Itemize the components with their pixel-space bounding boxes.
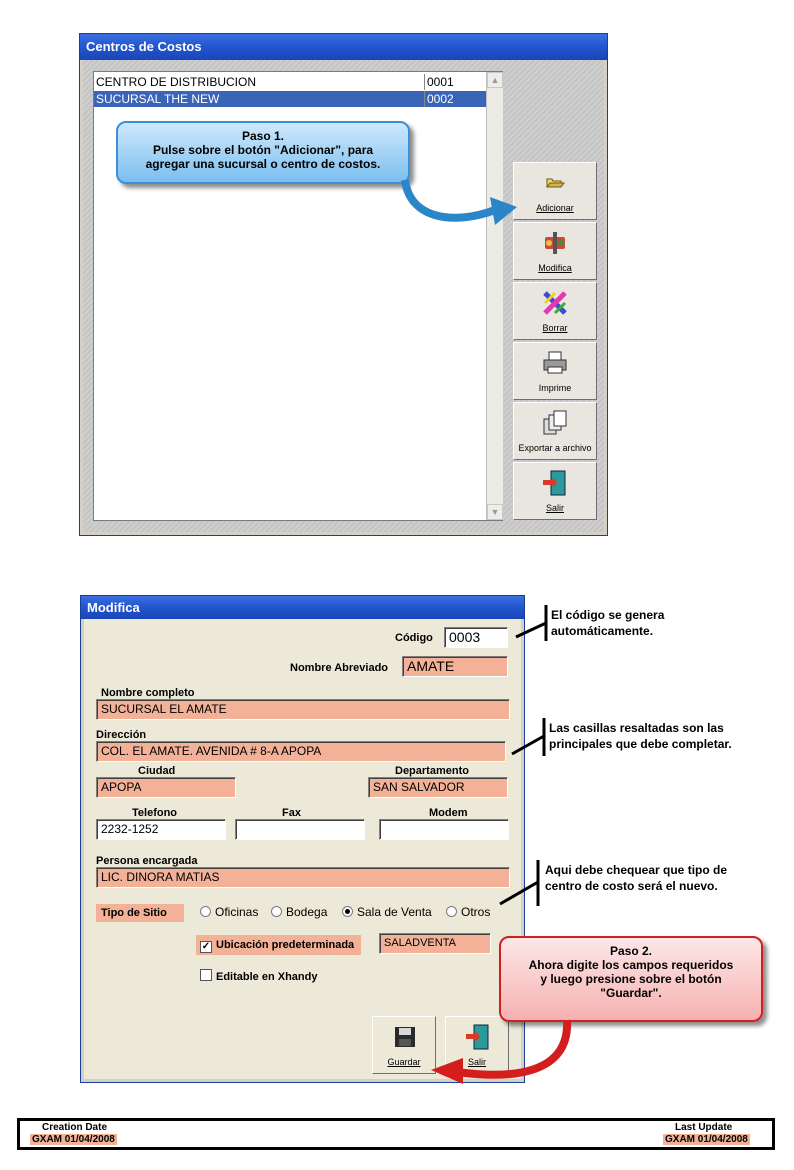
codigo-field[interactable]: 0003 — [444, 627, 508, 648]
nombre-abreviado-label: Nombre Abreviado — [290, 662, 389, 674]
adicionar-button[interactable] — [513, 162, 597, 220]
window-title: Centros de Costos — [80, 34, 607, 60]
exit-door-icon — [541, 469, 569, 497]
note-casillas-line1: Las casillas resaltadas son las — [549, 721, 724, 735]
blue-arrow — [395, 175, 525, 245]
editable-checkbox[interactable] — [200, 969, 317, 983]
nombre-abreviado-field[interactable]: AMATE — [402, 656, 508, 677]
window-title: Modifica — [81, 596, 524, 619]
radio-label: Sala de Venta — [357, 905, 432, 919]
persona-encargada-field[interactable]: LIC. DINORA MATIAS — [96, 867, 510, 888]
radio-off-icon — [446, 906, 457, 917]
list-row-selected[interactable] — [94, 91, 486, 107]
adicionar-label: Adicionar — [536, 203, 574, 213]
modem-field[interactable] — [379, 819, 509, 840]
radio-off-icon — [200, 906, 211, 917]
persona-encargada-label: Persona encargada — [96, 855, 198, 867]
note-chequear-line1: Aqui debe chequear que tipo de — [545, 863, 728, 877]
guardar-label: Guardar — [387, 1057, 421, 1067]
list-cell-name: CENTRO DE DISTRIBUCION — [96, 75, 257, 89]
paso2-line3: "Guardar". — [600, 986, 662, 1000]
modifica-button[interactable] — [513, 222, 597, 280]
ubicacion-label: Ubicación predeterminada — [216, 939, 355, 951]
vertical-scrollbar[interactable] — [486, 72, 503, 520]
ubicacion-checkbox[interactable] — [196, 935, 361, 955]
codigo-label: Código — [395, 632, 433, 644]
departamento-label: Departamento — [395, 765, 469, 777]
modem-label: Modem — [429, 807, 468, 819]
borrar-button[interactable] — [513, 282, 597, 340]
ubicacion-field[interactable]: SALADVENTA — [379, 933, 491, 954]
direccion-label: Dirección — [96, 729, 147, 741]
list-cell-code: 0002 — [424, 91, 454, 107]
salir-label: Salir — [545, 503, 564, 513]
note-casillas — [549, 720, 732, 752]
radio-on-icon — [342, 906, 353, 917]
creation-date-value: GXAM 01/04/2008 — [32, 1134, 115, 1145]
radio-label: Bodega — [286, 905, 328, 919]
editable-label: Editable en Xhandy — [216, 971, 318, 983]
scroll-down-icon[interactable]: ▼ — [487, 504, 503, 520]
last-update-label: Last Update — [675, 1122, 733, 1133]
radio-otros[interactable] — [446, 905, 490, 919]
document-footer — [17, 1118, 775, 1150]
note-bracket-3 — [496, 858, 546, 908]
exportar-button[interactable] — [513, 402, 597, 460]
note-chequear — [545, 862, 727, 894]
printer-icon — [541, 349, 569, 377]
ciudad-label: Ciudad — [138, 765, 176, 777]
paso2-line1: Ahora digite los campos requeridos — [528, 958, 734, 972]
floppy-disk-icon — [393, 1025, 417, 1049]
paso2-title: Paso 2. — [609, 944, 653, 958]
list-cell-name: SUCURSAL THE NEW — [96, 92, 220, 106]
note-codigo — [551, 607, 664, 639]
eraser-icon — [541, 289, 569, 317]
last-update-value: GXAM 01/04/2008 — [665, 1134, 748, 1145]
tipo-sitio-label — [96, 904, 184, 922]
salir-label: Salir — [467, 1057, 486, 1067]
ciudad-field[interactable]: APOPA — [96, 777, 236, 798]
radio-off-icon — [271, 906, 282, 917]
telefono-field[interactable]: 2232-1252 — [96, 819, 226, 840]
radio-label: Otros — [461, 905, 491, 919]
radio-bodega[interactable] — [271, 905, 327, 919]
direccion-field[interactable]: COL. EL AMATE. AVENIDA # 8-A APOPA — [96, 741, 506, 762]
paso1-line2: agregar una sucursal o centro de costos. — [145, 157, 381, 171]
creation-date-label: Creation Date — [42, 1122, 108, 1133]
tipo-sitio-text: Tipo de Sitio — [101, 907, 167, 919]
salir-button[interactable] — [513, 462, 597, 520]
fax-field[interactable] — [235, 819, 365, 840]
departamento-field[interactable]: SAN SALVADOR — [368, 777, 508, 798]
exportar-label: Exportar a archivo — [518, 443, 592, 453]
note-codigo-line2: automáticamente. — [551, 624, 654, 638]
radio-label: Oficinas — [215, 905, 259, 919]
paso1-title: Paso 1. — [241, 129, 285, 143]
note-casillas-line2: principales que debe completar. — [549, 737, 732, 751]
open-folder-icon — [541, 169, 569, 197]
note-codigo-line1: El código se genera — [551, 608, 665, 622]
note-bracket-2 — [508, 716, 552, 760]
nombre-completo-field[interactable]: SUCURSAL EL AMATE — [96, 699, 510, 720]
scroll-up-icon[interactable]: ▲ — [487, 72, 503, 88]
borrar-label: Borrar — [542, 323, 568, 333]
fax-label: Fax — [282, 807, 301, 819]
imprime-button[interactable] — [513, 342, 597, 400]
paso2-callout — [499, 936, 763, 1022]
paso1-line1: Pulse sobre el botón "Adicionar", para — [152, 143, 374, 157]
telefono-label: Telefono — [132, 807, 178, 819]
radio-oficinas[interactable] — [200, 905, 258, 919]
nombre-completo-label: Nombre completo — [101, 687, 195, 699]
radio-sala-de-venta[interactable] — [342, 905, 432, 919]
checkbox-unchecked-icon — [200, 969, 212, 981]
paso1-callout — [116, 121, 410, 184]
export-files-icon — [541, 409, 569, 437]
red-arrow — [425, 1018, 585, 1090]
list-row[interactable] — [94, 74, 486, 90]
imprime-label: Imprime — [538, 383, 572, 393]
modifica-label: Modifica — [538, 263, 572, 273]
paso2-line2: y luego presione sobre el botón — [540, 972, 722, 986]
note-bracket-1 — [512, 603, 552, 643]
tools-icon — [541, 229, 569, 257]
checkbox-checked-icon: ✓ — [201, 941, 211, 952]
list-cell-code: 0001 — [424, 74, 454, 90]
note-chequear-line2: centro de costo será el nuevo. — [545, 879, 718, 893]
